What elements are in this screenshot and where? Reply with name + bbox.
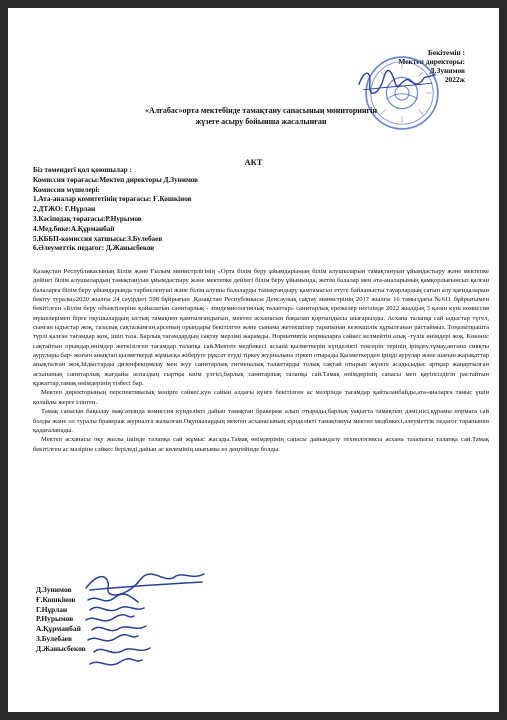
committee-member: 5.КББП-комиссия хатшысы:З.Булебаев (33, 234, 163, 243)
body-paragraph: Тамақ сапасын бақылау мақсатында комиссия күнделікті дайын тамақтан бракераж алып отырады,барлық уақытта тамақтың дәмі,иісі,құрамы нормаға сай болды және ол туралы бракераж журналға жазылған.Оқушылардың мектеп асханасының күнделікті тамақтануы мектеп медбикесі,әлеуметтік педагог тарапынан қадағаланады. (33, 408, 489, 434)
committee-intro: Біз төмендегі қол қоюшылар : (33, 166, 132, 174)
approval-heading: Бекітемін : (427, 48, 465, 57)
signer-name: Ғ.Кошкінов (36, 594, 76, 604)
committee-block (33, 166, 333, 254)
committee-member: 1.Ата-аналар комитетінің төрағасы: Ғ.Кошкінов (33, 195, 192, 204)
signer-name: Г.Нұрлан (36, 604, 68, 614)
body-text (33, 267, 489, 454)
signer-name: Р.Нурымов (36, 614, 74, 624)
approval-position: Мектеп директоры: (398, 57, 465, 66)
committee-member: 3.Кәсіподақ төрағасы:Р.Нурымов (33, 214, 142, 223)
committee-member: 6.Әлеуметтік педагог: Д.Жаныcбеков (33, 244, 155, 253)
signer-name: Д.Зунимов (36, 585, 72, 594)
committee-member: 4.Мед.бике:А.Құрманбай (33, 224, 115, 233)
signatures-icon (80, 566, 210, 686)
approval-name: Д.Зунимов (429, 66, 465, 75)
body-paragraph: Мектеп директорының перспективалық мәзірге сәйкес,күн сайын алдағы күнге бекітілген ас мәзірінде тағамдар қайталанбайды,ата-аналарға таныс үшін қолайлы жерге ілінген. (33, 389, 489, 406)
committee-chair: Комиссия төрағасы:Мектеп директоры Д.Зунимов (33, 175, 199, 184)
director-signature-icon (354, 64, 440, 98)
approval-year: 2022ж (444, 75, 465, 84)
committee-member: 2.ДТЖО: Г.Нұрлан (33, 205, 96, 214)
committee-members-label: Комиссия мүшелері: (33, 185, 100, 194)
signer-name: З.Булебаев (36, 633, 73, 643)
signer-name: А.Құрманбай (36, 624, 81, 634)
document-page (8, 8, 499, 712)
document-title: «Алғабас»орта мектебінде тамақтану сапасының мониторингін жүзеге асыру бойынша жасалынған (145, 106, 377, 126)
document-type: АКТ (244, 157, 263, 167)
body-paragraph: Мектеп асханасы оқу жылы ішінде талапқа сай жұмыс жасады.Тамақ өнімдерінің сапасы дайындалу технологиясы асхана тазалығы талапқа сай.Тамақ бекітілген ас мәзіріне сәйкес беріледі,дайын ас көлемінің шығымы өз деңгейінде болды. (33, 436, 489, 453)
body-paragraph: Қазақстан Республикасының Білім және Ғылым министрлігінің «Орта білім беру ұйымдарының білім алушыларын тамақтануын ұйымдастыру және мектепке дейінгі білім алушылардың тамақтануын ұйымдастыру және мектепке дейінгі білім беру ұйымында, жетім балалар мен ата-аналарының қамқорлығынсыз қалған балаларға білім беру ұйымдарында тәрбиеленуші және білім алушы балаларды тамақтандыру қамтамасыз етуге байланысты тауарлардың сатып алу қағидаларын бекіту туралы»2020 жылғы 24 сәуірдегі 598 бұйрығын ,Қазақстан Республикасы Денсаулық сақтау министрінің 2017 жылғы 16 тамыздағы №611 бұйрығымен бекітілген «Білім беру объектілеріне қойылатын санитарлық - эпидемиологиялық талаптар» санитарлық ережелер негізінде 2022 жылдың 3 қазан күні комиссия мүшелерімен бірге оқушылардың ыстық тамақпен қамтылғандығын, мектеп асханасын бақылап қортындысы шығарылды. Асхана талапқа сай ыдыстар түгел, сынған ыдыстар жоқ, тазалық сақталынған,арсеның орындары бекітілген және сынама жетекшілер тарапынан кезекшілік құрылғанан растаймыз. Тоңазытқышта түрлі қалған тағамдар жоқ, ішіп таза. Барлық тағамдардың сақтау мерзімі жарамды. Нормативтік нормаларға сәйкес келмейтін азық -түлік өнімдері жоқ. Көкөніс сақтайтын орындар,өнімдер жеткізілген тағамдар талапқа сай.Мектеп медбикесі асхана қызметкерін күнделікті тексеріп терінің іріңдеу,тұмау,ангина сияқты аурулары бар- жоғын анықтап қызметкерді жұмысқа жіберуге рұқсат етуді тіркеу журналына тіркеп отырады.Қызметкерден іріңді аурулар және шағын жарақаттар анықталған жоқ.Ыдыстарды дизенфекциялау мен жуу санитарлық гигиеналық талаптарды толық сақтай отырып жүзеге асады,ыдыс артқыр жаңартылған асхананың санитарлық жағдайы аспаздың сыртқы киім үлгісі,барлық санитарлық талапқа сай.Тамақ өнімдерінің сапасы мен қауіпсіздігін растайтын құжаттар,тамақ өнімдерінің тізбесі бар. (33, 268, 489, 388)
signer-name: Д.Жаныcбеков (36, 643, 86, 653)
